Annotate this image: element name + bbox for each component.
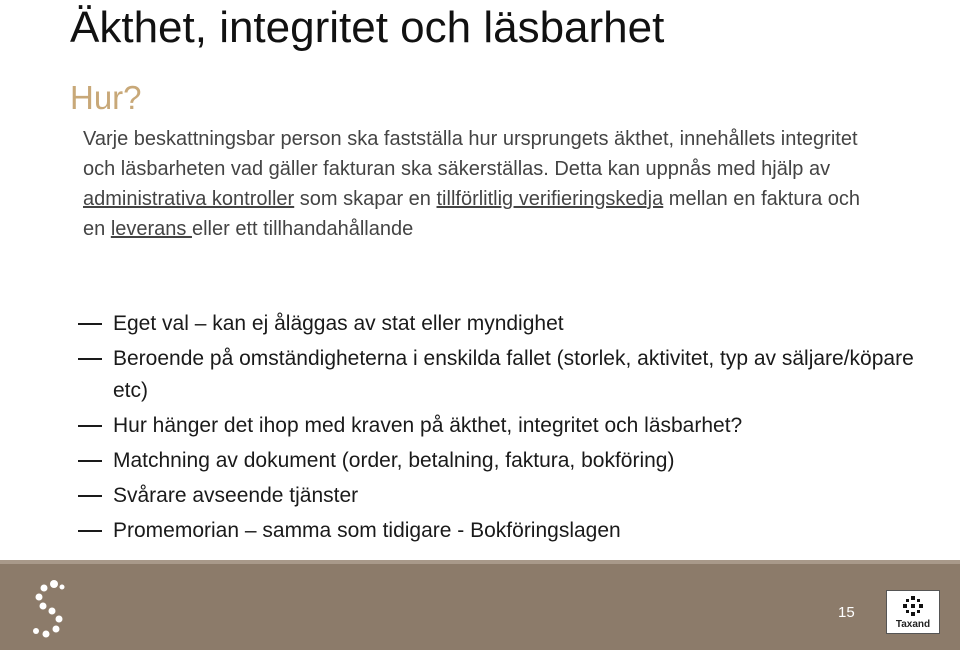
bullet-text: Beroende på omständigheterna i enskilda fallet (storlek, aktivitet, typ av säljare/köpare etc) <box>113 347 914 402</box>
page-number: 15 <box>838 604 855 621</box>
bullet-item <box>75 308 945 340</box>
taxand-mark-icon <box>902 595 924 617</box>
link-administrative-controls: administrativa kontroller <box>83 188 295 210</box>
dash-icon <box>78 425 102 427</box>
dash-icon <box>78 358 102 360</box>
link-delivery: leverans <box>110 218 192 240</box>
intro-paragraph <box>83 124 863 244</box>
bullet-item <box>75 480 945 512</box>
taxand-logo <box>886 590 940 634</box>
intro-text-4: eller ett tillhandahållande <box>191 218 414 240</box>
bullet-list <box>75 308 945 550</box>
bullet-item <box>75 515 945 547</box>
bullet-text: Promemorian – samma som tidigare - Bokföringslagen <box>113 519 621 542</box>
dash-icon <box>78 495 102 497</box>
bullet-text: Eget val – kan ej åläggas av stat eller myndighet <box>113 312 564 335</box>
intro-text-2: som skapar en <box>294 188 437 210</box>
link-verification-chain: tillförlitlig verifieringskedja <box>436 188 664 210</box>
dash-icon <box>78 460 102 462</box>
page-title: Äkthet, integritet och läsbarhet <box>70 3 665 52</box>
dash-icon <box>78 323 102 325</box>
bullet-item <box>75 410 945 442</box>
footer-bar <box>0 560 960 650</box>
page-subtitle: Hur? <box>70 79 142 116</box>
footer-strip <box>0 560 960 564</box>
bullet-text: Hur hänger det ihop med kraven på äkthet, integritet och läsbarhet? <box>113 414 743 437</box>
bullet-text: Matchning av dokument (order, betalning, faktura, bokföring) <box>113 449 675 472</box>
bullet-item <box>75 343 945 407</box>
taxand-label: Taxand <box>895 619 931 630</box>
bullet-text: Svårare avseende tjänster <box>113 484 359 507</box>
bullet-item <box>75 445 945 477</box>
intro-text-3: mellan en faktura och en <box>83 188 861 240</box>
s-dots-logo-icon <box>30 578 70 640</box>
dash-icon <box>78 530 102 532</box>
intro-text-1: Varje beskattningsbar person ska fastställa hur ursprungets äkthet, innehållets integritet och läsbarheten vad gäller fakturan ska säkerställas. Detta kan uppnås med hjälp av <box>83 128 858 180</box>
